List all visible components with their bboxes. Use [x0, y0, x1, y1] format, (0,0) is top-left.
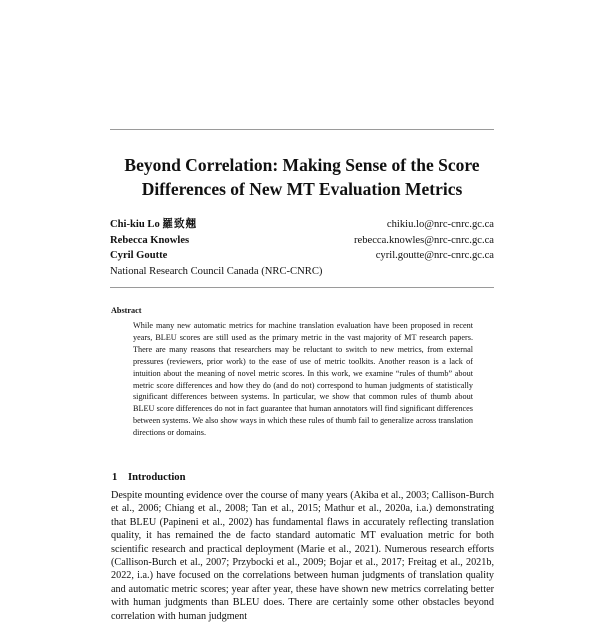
paper-title: Beyond Correlation: Making Sense of the Score Differences of New MT Evaluation Metrics [124, 155, 480, 199]
author-name: Chi-kiu Lo [110, 219, 160, 230]
author-block [110, 217, 494, 279]
affiliation: National Research Council Canada (NRC-CNRC) [110, 265, 323, 277]
bottom-rule [110, 287, 494, 288]
section-heading-introduction [112, 472, 186, 483]
section-number: 1 [112, 472, 118, 483]
author-email[interactable]: rebecca.knowles@nrc-cnrc.gc.ca [353, 234, 494, 246]
abstract-heading: Abstract [111, 306, 142, 315]
abstract-text: While many new automatic metrics for machine translation evaluation have been proposed in recent years, BLEU scores are still used as the primary metric in the vast majority of MT research papers. There are many reasons that researchers may be reluctant to switch to new metrics, from external pressures (reviewers, prior work) to the ease of use of metric toolkits. Another reason is a lack of intuition about the meaning of novel metric scores. In this work, we examine “rules of thumb” about metric score differences and how they do (and do not) correspond to human judgments of statistically significant differences between systems. In particular, we show that common rules of thumb about BLEU score differences do not in fact guarantee that human annotators will find significant differences between systems. We also show ways in which these rules of thumb fail to generalize across translation directions or domains. [133, 321, 473, 438]
top-rule [110, 129, 494, 130]
author-email[interactable]: cyril.goutte@nrc-cnrc.gc.ca [375, 250, 494, 261]
author-email[interactable]: chikiu.lo@nrc-cnrc.gc.ca [386, 219, 494, 230]
author-name: Cyril Goutte [110, 250, 168, 261]
section-title: Introduction [128, 472, 186, 483]
author-row [110, 233, 494, 249]
author-row [110, 217, 494, 233]
author-name-cjk: 羅致翹 [162, 219, 198, 230]
author-row [110, 248, 494, 264]
author-name: Rebecca Knowles [110, 234, 190, 246]
introduction-text: Despite mounting evidence over the course of many years (Akiba et al., 2003; Callison-Burch et al., 2006; Chiang et al., 2008; Tan et al., 2015; Mathur et al., 2020a, i.a.) demonstrating that BLEU (Papineni et al., 2002) has fundamental flaws in accurately reflecting translation quality, it has remained the de facto standard automatic MT evaluation metric for both scientific research and practical deployment (Marie et al., 2021). Numerous research efforts (Callison-Burch et al., 2007; Przybocki et al., 2009; Bojar et al., 2017; Freitag et al., 2021b, 2022, i.a.) have focused on the correlations between human judgments of translation quality and automatic metric scores; year after year, these have shown new metrics correlating better with human judgments than BLEU does. There are certainly some other obstacles beyond correlation with human judgment [111, 490, 494, 622]
